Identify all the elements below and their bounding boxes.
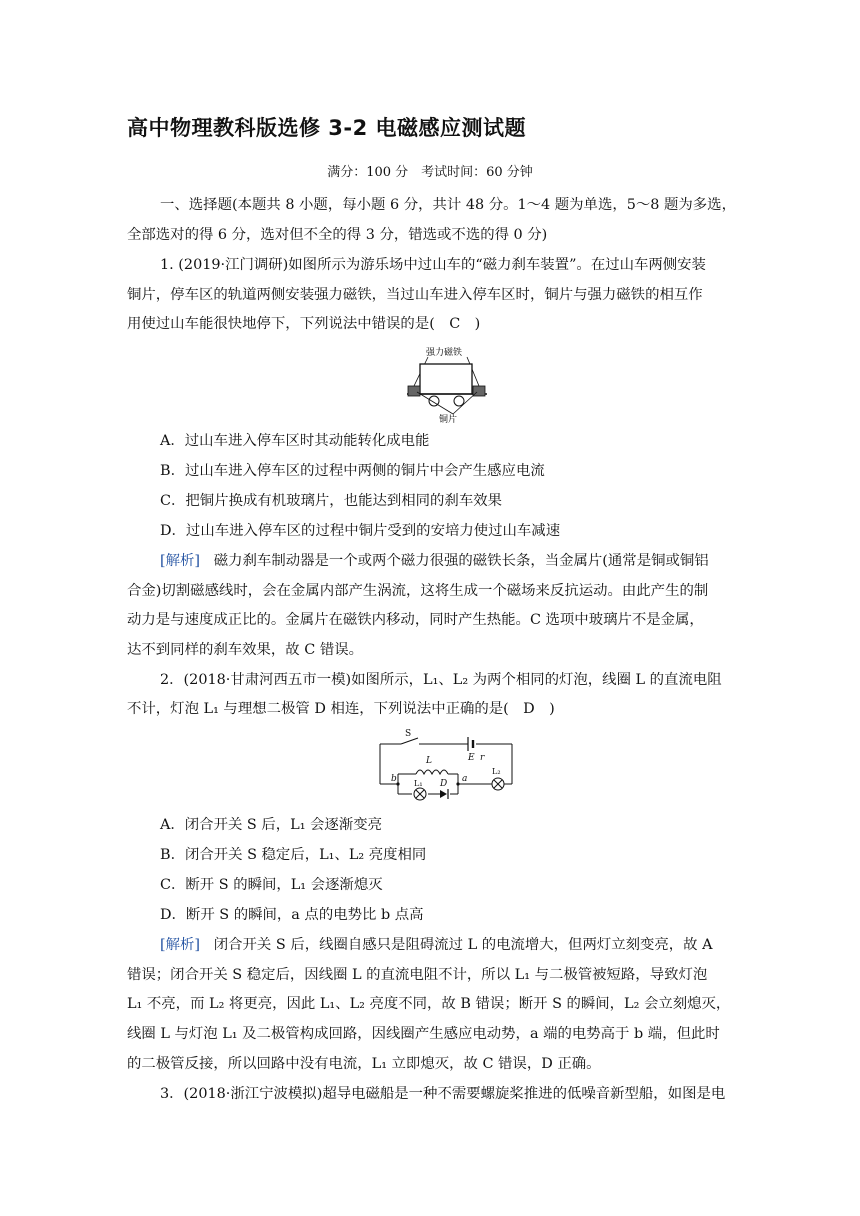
label-b: b	[391, 774, 397, 784]
q1-analysis-text-1: 磁力刹车制动器是一个或两个磁力很强的磁铁长条，当金属片(通常是铜或铜铝	[213, 553, 709, 569]
magnet-label: 强力磁铁	[426, 348, 463, 358]
roller-coaster-brake-figure	[405, 342, 489, 424]
q1-option-d: D．过山车进入停车区的过程中铜片受到的安培力使过山车减速	[160, 523, 561, 539]
diode	[440, 789, 448, 799]
q2-option-c: C．断开 S 的瞬间，L₁ 会逐渐熄灭	[160, 877, 383, 893]
exam-meta: 满分：100 分 考试时间：60 分钟	[327, 165, 533, 180]
q2-analysis-line-4: 线圈 L 与灯泡 L₁ 及二极管构成回路，因线圈产生感应电动势，a 端的电势高于 b 端，但此时	[127, 1026, 720, 1042]
q3-stem-line-1: 3．(2018·浙江宁波模拟)超导电磁船是一种不需要螺旋桨推进的低噪音新型船，如图是电	[160, 1086, 726, 1102]
q1-option-a: A．过山车进入停车区时其动能转化成电能	[160, 433, 430, 449]
label-d: D	[440, 779, 448, 789]
label-l1: L₁	[414, 779, 423, 788]
q2-stem-line-1: 2．(2018·甘肃河西五市一模)如图所示，L₁、L₂ 为两个相同的灯泡，线圈 L 的直流电阻	[160, 672, 722, 688]
label-a: a	[462, 774, 468, 784]
q1-option-b: B．过山车进入停车区的过程中两侧的铜片中会产生感应电流	[160, 463, 545, 479]
q1-analysis-line-3: 动力是与速度成正比的。金属片在磁铁内移动，同时产生热能。C 选项中玻璃片不是金属，	[127, 612, 704, 628]
label-l2: L₂	[492, 767, 501, 776]
q2-analysis-tag: [解析]	[160, 937, 201, 953]
page-title: 高中物理教科版选修 3-2 电磁感应测试题	[127, 116, 527, 140]
section-heading-line-2: 全部选对的得 6 分，选对但不全的得 3 分，错选或不选的得 0 分)	[127, 227, 548, 243]
label-e: E	[468, 753, 475, 763]
label-l: L	[426, 756, 432, 766]
section-heading-line-1: 一、选择题(本题共 8 小题，每小题 6 分，共计 48 分。1～4 题为单选，5～8 题为多选，	[160, 197, 736, 213]
q1-stem-line-3: 用使过山车能很快地停下，下列说法中错误的是( C )	[127, 316, 481, 332]
q1-analysis-line-4: 达不到同样的刹车效果，故 C 错误。	[127, 642, 364, 658]
q2-analysis-line-2: 错误；闭合开关 S 稳定后，因线圈 L 的直流电阻不计，所以 L₁ 与二极管被短路，导致灯泡	[127, 967, 708, 983]
q2-option-a: A．闭合开关 S 后，L₁ 会逐渐变亮	[160, 817, 382, 833]
right-wheel	[454, 396, 464, 406]
q2-analysis-text-1: 闭合开关 S 后，线圈自感只是阻碍流过 L 的电流增大，但两灯立刻变亮，故 A	[213, 937, 713, 953]
q1-analysis-line-2: 合金)切割磁感线时，会在金属内部产生涡流，这将生成一个磁场来反抗运动。由此产生的制	[127, 583, 709, 599]
lamp-l1	[414, 788, 426, 800]
circuit-figure	[376, 728, 516, 802]
q2-analysis-line-3: L₁ 不亮，而 L₂ 将更亮，因此 L₁、L₂ 亮度不同，故 B 错误；断开 S 的瞬间，L₂ 会立刻熄灭，	[127, 996, 731, 1012]
q1-analysis-line-1	[160, 551, 709, 571]
q1-analysis-tag: [解析]	[160, 553, 201, 569]
q1-stem-line-2: 铜片，停车区的轨道两侧安装强力磁铁，当过山车进入停车区时，铜片与强力磁铁的相互作	[127, 287, 703, 303]
q2-analysis-line-1	[160, 935, 713, 955]
q1-option-c: C．把铜片换成有机玻璃片，也能达到相同的刹车效果	[160, 493, 502, 509]
car-body	[420, 364, 472, 394]
left-magnet	[408, 386, 420, 396]
lamp-l2	[492, 778, 504, 790]
copper-label: 铜片	[439, 415, 458, 424]
q2-analysis-line-5: 的二极管反接，所以回路中没有电流，L₁ 立即熄灭，故 C 错误，D 正确。	[127, 1056, 601, 1072]
q2-option-b: B．闭合开关 S 稳定后，L₁、L₂ 亮度相同	[160, 847, 427, 863]
q2-option-d: D．断开 S 的瞬间，a 点的电势比 b 点高	[160, 907, 424, 923]
label-r: r	[480, 753, 485, 763]
q1-stem-line-1: 1. (2019·江门调研)如图所示为游乐场中过山车的“磁力刹车装置”。在过山车两侧安装	[160, 257, 706, 273]
label-s: S	[405, 729, 412, 739]
q2-stem-line-2: 不计，灯泡 L₁ 与理想二极管 D 相连，下列说法中正确的是( D )	[127, 701, 555, 717]
